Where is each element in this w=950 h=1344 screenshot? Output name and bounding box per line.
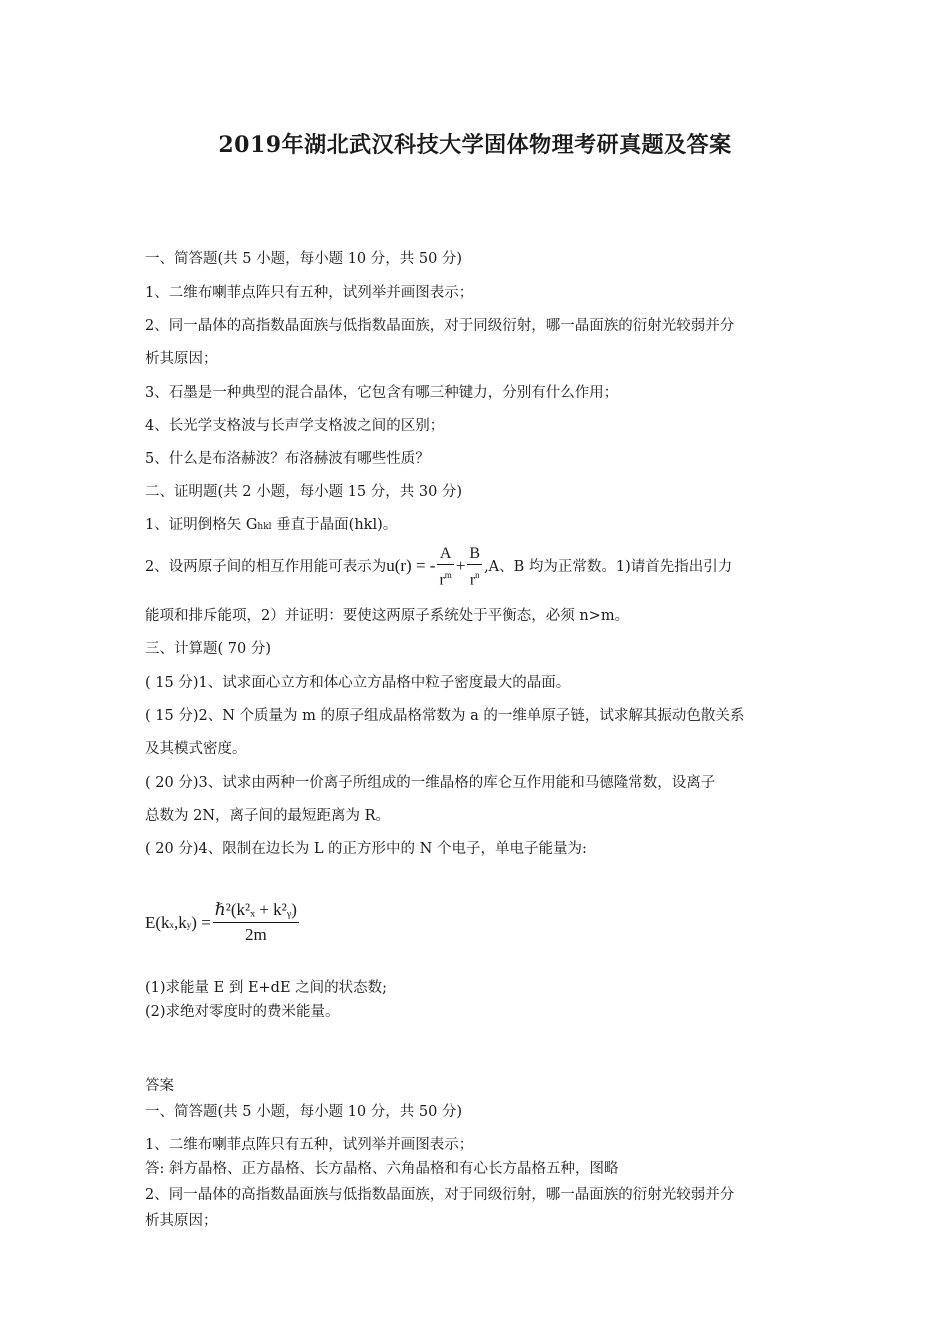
formula-sub-y: y <box>186 919 192 930</box>
question-2-2-text: 2、设两原子间的相互作用能可表示为 <box>145 559 387 575</box>
formula-lhs-e: E(k <box>145 912 170 932</box>
section3-header: 三、计算题( 70 分) <box>145 641 271 657</box>
answers-section1-header: 一、简答题(共 5 小题，每小题 10 分，共 50 分) <box>145 1104 463 1120</box>
question-2-2-text-end: ,A、B 均为正常数。1)请首先指出引力 <box>484 559 733 575</box>
answers-header: 答案 <box>145 1078 174 1094</box>
fraction-a-over-rm <box>437 544 453 590</box>
formula-denominator: 2m <box>213 922 299 947</box>
denominator-rn <box>467 564 482 590</box>
r-letter: r <box>439 571 445 589</box>
question-3-4-part1: (1)求能量 E 到 E+dE 之间的状态数; <box>145 980 388 996</box>
question-1-2-line2: 析其原因； <box>145 351 218 367</box>
question-3-3-line2: 总数为 2N，离子间的最短距离为 R。 <box>145 808 391 824</box>
page-title: 2019年湖北武汉科技大学固体物理考研真题及答案 <box>218 132 732 158</box>
question-2-1-text-end: 垂直于晶面(hkl)。 <box>271 517 398 533</box>
formula-numerator: ℏ²(k²ₓ + k²ᵧ) <box>214 900 297 919</box>
question-1-2-line1: 2、同一晶体的高指数晶面族与低指数晶面族，对于同级衍射，哪一晶面族的衍射光较弱并分 <box>145 318 735 334</box>
question-1-1: 1、二维布喇菲点阵只有五种，试列举并画图表示； <box>145 285 474 301</box>
numerator-a: A <box>439 544 452 562</box>
question-2-1-subscript: hkl <box>257 522 272 532</box>
question-3-4: ( 20 分)4、限制在边长为 L 的正方形中的 N 个电子，单电子能量为: <box>145 841 587 857</box>
energy-formula <box>145 898 301 947</box>
section2-header: 二、证明题(共 2 小题，每小题 15 分，共 30 分) <box>145 484 463 500</box>
question-1-5: 5、什么是布洛赫波？布洛赫波有哪些性质？ <box>145 451 430 467</box>
exponent-n: n <box>475 569 480 580</box>
question-3-3-line1: ( 20 分)3、试求由两种一价离子所组成的一维晶格的库仑互作用能和马德隆常数，设离子 <box>145 775 716 791</box>
formula-comma-k: ,k <box>174 912 187 932</box>
question-3-1: ( 15 分)1、试求面心立方和体心立方晶格中粒子密度最大的晶面。 <box>145 675 571 691</box>
numerator-b: B <box>469 544 481 562</box>
question-2-1 <box>145 513 815 534</box>
answers-question-1-2-line2: 析其原因； <box>145 1213 218 1229</box>
formula-lhs <box>145 913 211 932</box>
formula-fraction <box>213 898 299 947</box>
answers-question-1-1: 1、二维布喇菲点阵只有五种，试列举并画图表示； <box>145 1137 474 1153</box>
question-3-2-line2: 及其模式密度。 <box>145 741 247 757</box>
formula-sub-x: x <box>169 919 175 930</box>
plus-sign: + <box>455 556 466 575</box>
question-1-3: 3、石墨是一种典型的混合晶体，它包含有哪三种键力，分别有什么作用； <box>145 385 619 401</box>
question-3-2-line1: ( 15 分)2、N 个质量为 m 的原子组成晶格常数为 a 的一维单原子链，试求解其振动色散关系 <box>145 708 745 724</box>
question-2-2 <box>145 541 815 591</box>
potential-u: u(r) = - <box>386 556 436 575</box>
fraction-b-over-rn <box>467 544 482 590</box>
question-3-4-part2: (2)求绝对零度时的费米能量。 <box>145 1004 340 1020</box>
question-2-2-line2: 能项和排斥能项，2）并证明：要使这两原子系统处于平衡态，必须 n>m。 <box>145 608 630 624</box>
denominator-rm <box>437 564 453 590</box>
formula-equals: ) = <box>191 912 211 932</box>
section1-header: 一、简答题(共 5 小题，每小题 10 分，共 50 分) <box>145 251 463 267</box>
exponent-m: m <box>444 569 452 580</box>
r-letter-2: r <box>469 571 476 589</box>
question-1-4: 4、长光学支格波与长声学支格波之间的区别； <box>145 418 445 434</box>
answer-1-1: 答: 斜方晶格、正方晶格、长方晶格、六角晶格和有心长方晶格五种，图略 <box>145 1161 619 1177</box>
answers-question-1-2-line1: 2、同一晶体的高指数晶面族与低指数晶面族，对于同级衍射，哪一晶面族的衍射光较弱并分 <box>145 1187 735 1203</box>
question-2-1-text: 1、证明倒格矢 G <box>145 517 258 533</box>
